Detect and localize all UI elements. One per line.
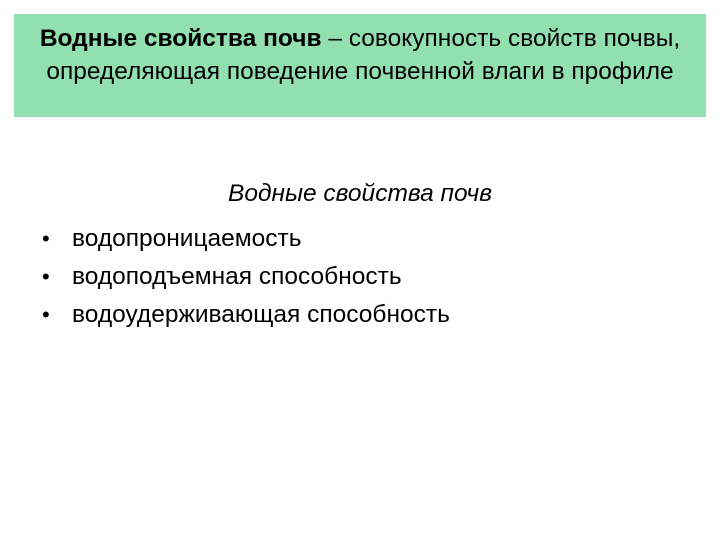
- list-item-text: водоподъемная способность: [72, 263, 402, 290]
- list-item-text: водопроницаемость: [72, 225, 302, 252]
- bullet-icon: •: [42, 302, 50, 327]
- section-subtitle: Водные свойства почв: [227, 180, 493, 207]
- list-item: [42, 220, 450, 258]
- bullet-icon: •: [42, 226, 50, 251]
- title-definition: – совокупность свойств почвы, определяющая поведение почвенной влаги в профиле: [46, 25, 681, 85]
- title-bold-term: Водные свойства почв: [39, 25, 322, 52]
- list-item: [42, 258, 450, 296]
- list-item-text: водоудерживающая способность: [72, 301, 450, 328]
- list-item: [42, 296, 450, 334]
- bullet-list: [42, 220, 450, 334]
- bullet-icon: •: [42, 264, 50, 289]
- title-box: [14, 14, 706, 117]
